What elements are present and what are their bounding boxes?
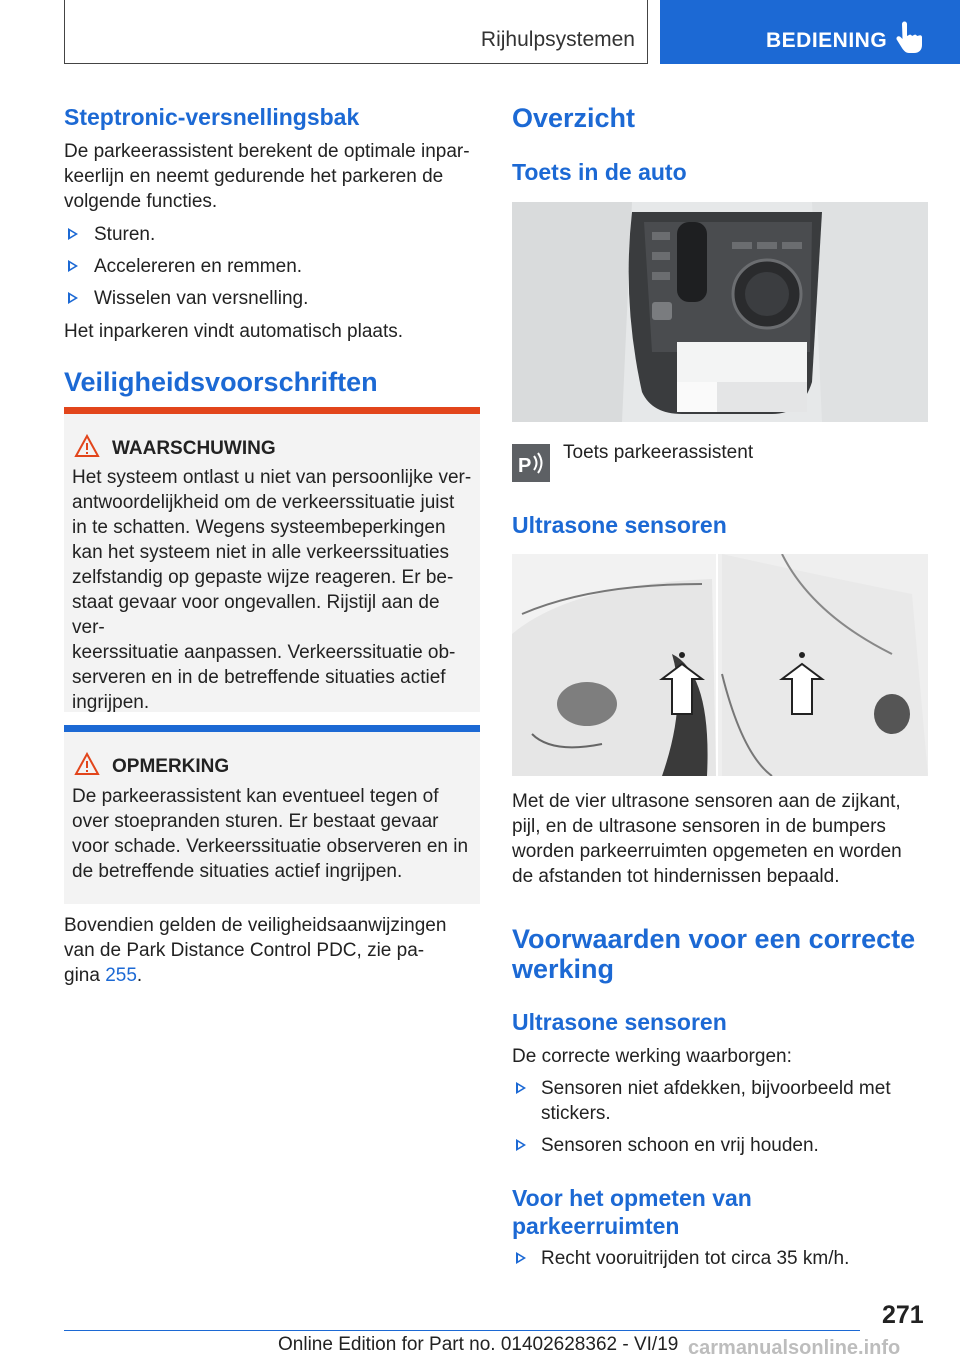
page-number: 271: [882, 1301, 924, 1329]
warning-triangle-icon: [74, 434, 100, 458]
text-line: de betreffende situaties actief ingrijpen.: [72, 861, 403, 882]
conditions-heading: [512, 924, 915, 984]
bullet-triangle-icon: [68, 260, 78, 272]
list-item: [516, 1133, 928, 1158]
heading-line: parkeerruimten: [512, 1213, 680, 1239]
parking-assistant-caption: Toets parkeerassistent: [563, 442, 754, 463]
bullet-triangle-icon: [516, 1139, 526, 1151]
overview-heading: Overzicht: [512, 103, 636, 133]
sensor-illustration: [512, 554, 928, 776]
text-line: zelfstandig op gepaste wijze reageren. Er be-: [72, 567, 454, 588]
conditions-intro: De correcte werking waarborgen:: [512, 1046, 792, 1067]
text-line: in te schatten. Wegens systeembeperkingen: [72, 517, 446, 538]
header-chapter-tab[interactable]: [660, 0, 960, 64]
list-item: [516, 1076, 928, 1126]
text-line: kan het systeem niet in alle verkeerssituaties: [72, 542, 450, 563]
text-line: ingrijpen.: [72, 692, 150, 713]
bullet-triangle-icon: [516, 1082, 526, 1094]
header-section-title: Rijhulpsystemen: [480, 28, 635, 51]
text-line: worden parkeerruimten opgemeten en worden: [512, 841, 902, 862]
text-line: antwoordelijkheid om de verkeerssituatie juist: [72, 492, 455, 513]
conditions-subheading: Ultrasone sensoren: [512, 1009, 727, 1035]
heading-line: Voor het opmeten van: [512, 1185, 752, 1211]
note-heading: OPMERKING: [112, 756, 230, 777]
bullet-triangle-icon: [68, 292, 78, 304]
text-line: Bovendien gelden de veiligheidsaanwijzingen: [64, 915, 447, 936]
edition-text: Online Edition for Part no. 01402628362 - VI/19: [278, 1334, 679, 1355]
measure-heading: [512, 1184, 752, 1240]
note-triangle-icon: [74, 752, 100, 776]
svg-text:P: P: [518, 455, 532, 477]
note-text: [72, 784, 476, 884]
text-line: De parkeerassistent berekent de optimale inpar-: [64, 141, 470, 162]
steptronic-heading: Steptronic-versnellingsbak: [64, 104, 360, 130]
text-line: stickers.: [541, 1103, 611, 1124]
sensors-paragraph: [512, 789, 902, 889]
warning-heading: WAARSCHUWING: [112, 438, 276, 459]
text-line: keerlijn en neemt gedurende het parkeren de: [64, 166, 444, 187]
heading-line: werking: [512, 954, 615, 984]
text-line: van de Park Distance Control PDC, zie pa-: [64, 940, 425, 961]
warning-box: [64, 414, 480, 712]
text-line: voor schade. Verkeerssituatie observeren en in: [72, 836, 469, 857]
header-chapter-title: BEDIENING: [766, 29, 888, 52]
text-line: gina 255.: [64, 965, 143, 986]
auto-parking-text: Het inparkeren vindt automatisch plaats.: [64, 321, 404, 342]
text-line: pijl, en de ultrasone sensoren in de bumpers: [512, 816, 886, 837]
sensors-heading: Ultrasone sensoren: [512, 512, 727, 538]
note-bar: [64, 725, 480, 732]
note-box: [64, 732, 480, 904]
warning-bar: [64, 407, 480, 414]
console-photo: [512, 202, 928, 422]
parking-assistant-button-icon: [512, 444, 550, 482]
text-line: keerssituatie aanpassen. Verkeerssituatie ob-: [72, 642, 456, 663]
bullet-triangle-icon: [516, 1252, 526, 1264]
text-line: de afstanden tot hindernissen bepaald.: [512, 866, 840, 887]
text-line: volgende functies.: [64, 191, 218, 212]
steptronic-paragraph: [64, 139, 470, 214]
text-line: over stoepranden sturen. Er bestaat gevaar: [72, 811, 439, 832]
text-line: Met de vier ultrasone sensoren aan de zijkant,: [512, 791, 901, 812]
text-line: Het systeem ontlast u niet van persoonlijke ver-: [72, 467, 472, 488]
text-line: Sensoren schoon en vrij houden.: [541, 1135, 819, 1156]
text-line: staat gevaar voor ongevallen. Rijstijl aan de ver-: [72, 592, 440, 638]
closing-paragraph: [64, 913, 446, 988]
text-line: serveren en in de betreffende situaties actief: [72, 667, 446, 688]
text-line: De parkeerassistent kan eventueel tegen of: [72, 786, 439, 807]
heading-line: Voorwaarden voor een correcte: [512, 924, 916, 954]
sensor-image: [512, 554, 928, 776]
pointing-hand-icon: [892, 20, 928, 56]
button-heading: Toets in de auto: [512, 159, 687, 185]
bullet-triangle-icon: [68, 228, 78, 240]
text-line: Sensoren niet afdekken, bijvoorbeeld met: [541, 1078, 891, 1099]
console-image: [512, 202, 928, 422]
page-link[interactable]: 255: [105, 965, 137, 986]
footer-divider: [64, 1330, 860, 1331]
warning-text: [72, 465, 476, 715]
watermark: carmanualsonline.info: [688, 1337, 901, 1359]
safety-heading: Veiligheidsvoorschriften: [64, 367, 378, 397]
header-section-box: [64, 0, 648, 64]
